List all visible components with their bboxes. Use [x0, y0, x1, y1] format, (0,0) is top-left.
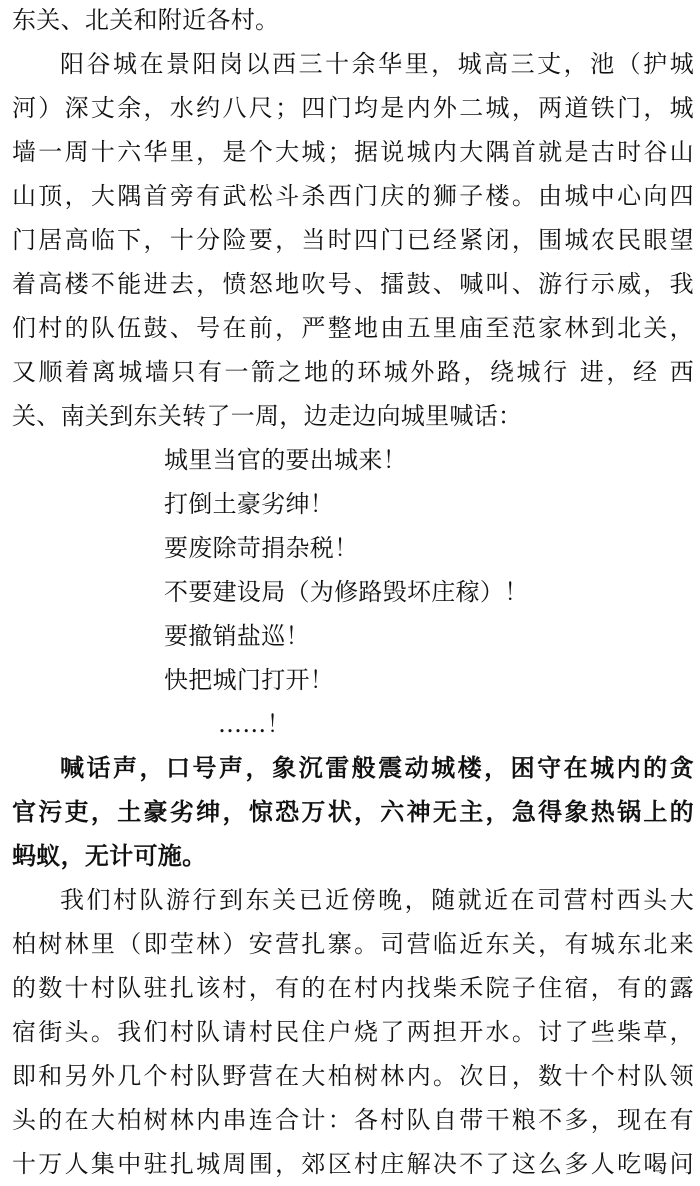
text-line: 柏树林里（即茔林）安营扎寨。司营临近东关，有城东北来: [12, 930, 694, 958]
slogan-line: 要撤销盐巡！: [164, 622, 310, 650]
text-line: 河）深丈余，水约八尺；四门均是内外二城，两道铁门，城: [12, 94, 694, 122]
text-line: 头的在大柏树林内串连合计：各村队自带干粮不多，现在有: [12, 1106, 694, 1134]
text-line: 墙一周十六华里，是个大城；据说城内大隅首就是古时谷山: [12, 138, 694, 166]
slogan-line: 城里当官的要出城来！: [164, 446, 407, 474]
text-line: 东关、北关和附近各村。: [12, 6, 280, 34]
text-line: 十万人集中驻扎城周围，郊区村庄解决不了这么多人吃喝问: [12, 1150, 694, 1178]
text-line: 蚂蚁，无计可施。: [12, 841, 207, 870]
slogan-line: 打倒土豪劣绅！: [164, 490, 335, 518]
text-line: 我们村队游行到东关已近傍晚，随就近在司营村西头大: [60, 886, 694, 914]
text-line: 关、南关到东关转了一周，边走边向城里喊话：: [12, 402, 523, 430]
text-line: 即和另外几个村队野营在大柏树林内。次日，数十个村队领: [12, 1062, 694, 1090]
slogan-line: ……！: [218, 710, 291, 738]
text-line: 着高楼不能进去，愤怒地吹号、擂鼓、喊叫、游行示威，我: [12, 270, 694, 298]
text-line: 又顺着离城墙只有一箭之地的环城外路，绕城行 进，经 西: [12, 358, 694, 386]
text-line: 官污吏，土豪劣绅，惊恐万状，六神无主，急得象热锅上的: [12, 797, 694, 826]
text-line: 喊话声，口号声，象沉雷般震动城楼，困守在城内的贪: [60, 753, 694, 782]
text-line: 门居高临下，十分险要，当时四门已经紧闭，围城农民眼望: [12, 226, 694, 254]
text-line: 们村的队伍鼓、号在前，严整地由五里庙至范家林到北关，: [12, 314, 694, 342]
text-line: 阳谷城在景阳岗以西三十余华里，城高三丈，池（护城: [60, 50, 694, 78]
text-line: 宿街头。我们村队请村民住户烧了两担开水。讨了些柴草，: [12, 1018, 694, 1046]
slogan-line: 不要建设局（为修路毁坏庄稼）！: [164, 578, 529, 606]
slogan-line: 要废除苛捐杂税！: [164, 534, 359, 562]
text-line: 的数十村队驻扎该村，有的在村内找柴禾院子住宿，有的露: [12, 974, 694, 1002]
slogan-line: 快把城门打开！: [164, 666, 335, 694]
text-line: 山顶，大隅首旁有武松斗杀西门庆的狮子楼。由城中心向四: [12, 182, 694, 210]
